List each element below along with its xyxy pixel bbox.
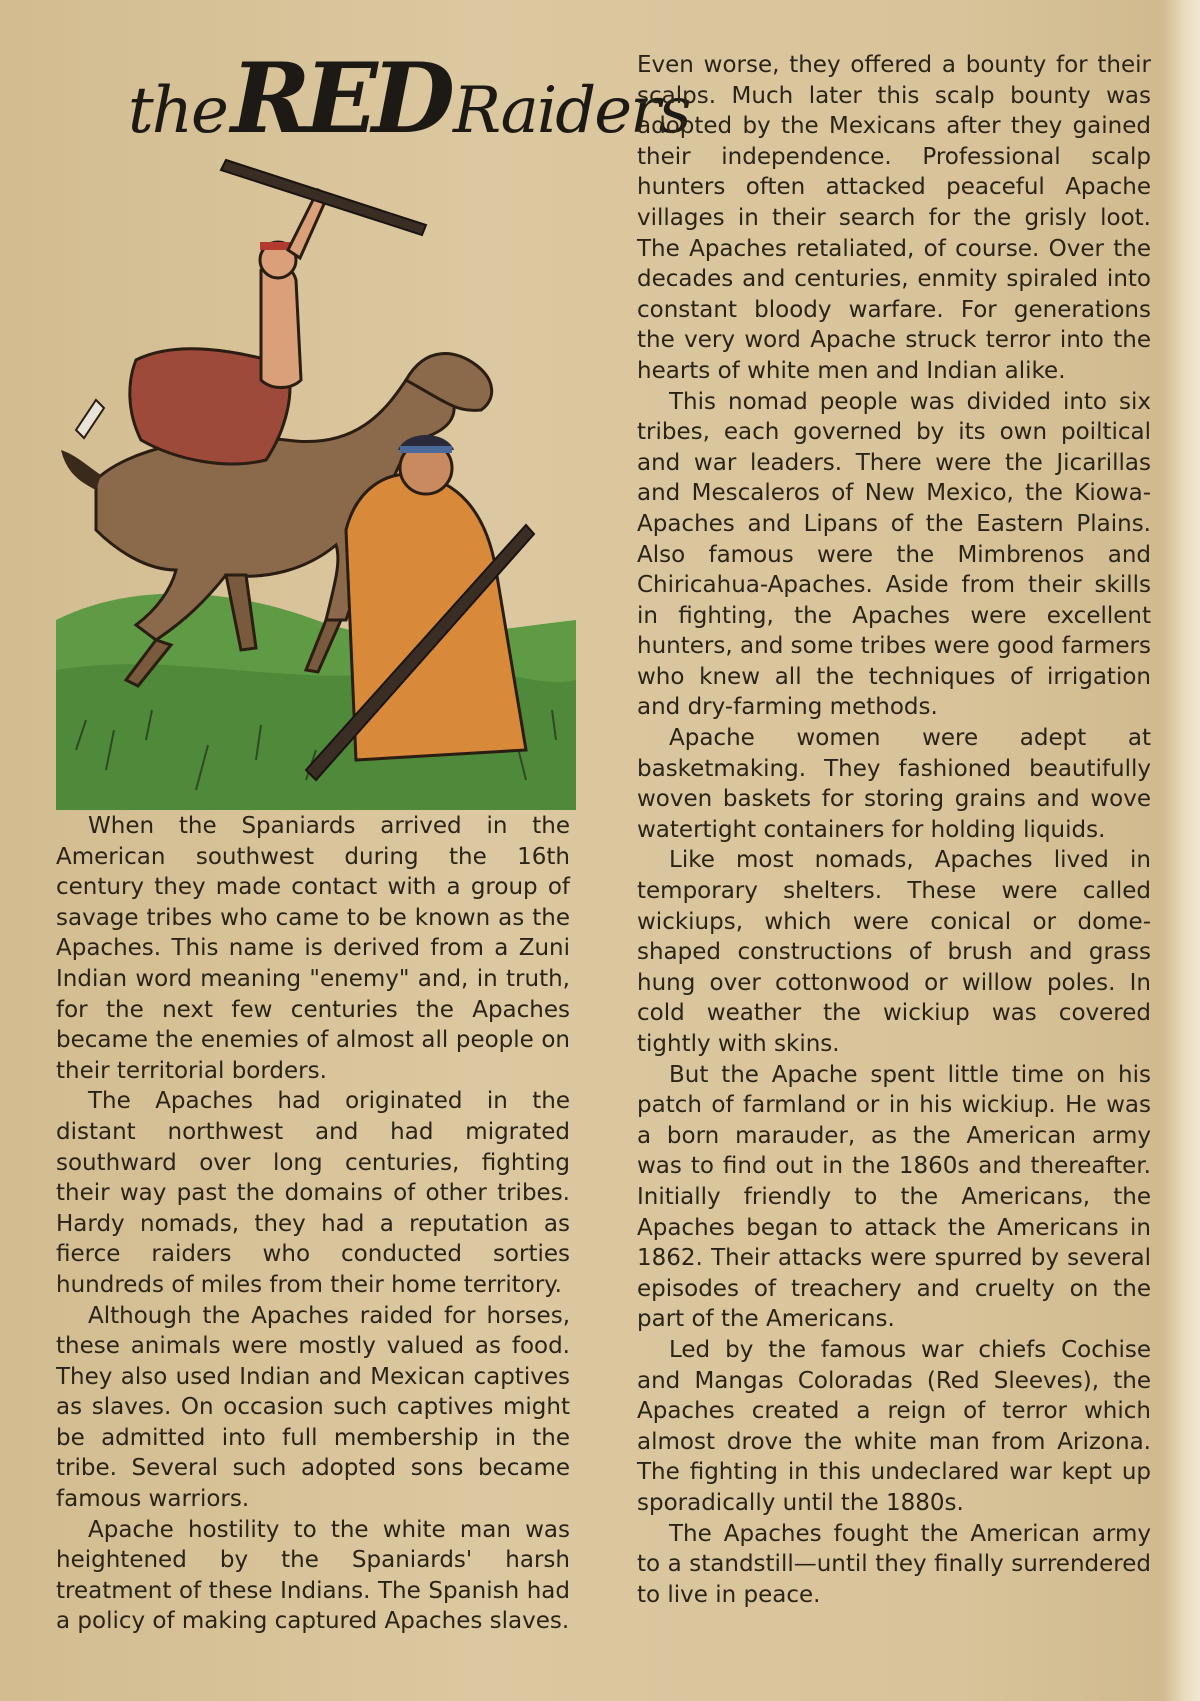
paragraph: Led by the famous war chiefs Cochise and Mangas Coloradas (Red Sleeves), the Apaches created a reign of terror which almost drove the white man from Arizona. The fighting in this undeclared war kept up sporadically until the 1880s.: [637, 1336, 1151, 1516]
paragraph: The Apaches had originated in the distant northwest and had migrated southward over long centuries, fighting their way past the domains of other tribes. Hardy nomads, they had a reputation as fierce raiders who conducted sorties hundreds of miles from their home territory.: [56, 1088, 570, 1298]
paragraph: The Apaches fought the American army to a standstill—until they finally surrendered to live in peace.: [637, 1520, 1151, 1608]
page-title: [128, 42, 690, 157]
left-column-text: [56, 811, 570, 1637]
paragraph: Apache hostility to the white man was heightened by the Spaniards' harsh treatment of these Indians. The Spanish had a policy of making captured Apaches slaves.: [56, 1516, 570, 1635]
paragraph: But the Apache spent little time on his patch of farmland or in his wickiup. He was a born marauder, as the American army was to find out in the 1860s and thereafter. Initially friendly to the Americans, the Apaches began to attack the Americans in 1862. Their attacks were spurred by several episodes of treachery and cruelty on the part of the Americans.: [637, 1061, 1151, 1333]
title-red: RED: [230, 42, 450, 155]
title-the: the: [128, 74, 227, 148]
paragraph: When the Spaniards arrived in the American southwest during the 16th century they made contact with a group of savage tribes who came to be known as the Apaches. This name is derived from a Zuni Indian word meaning "enemy" and, in truth, for the next few centuries the Apaches became the enemies of almost all people on their territorial borders.: [56, 813, 570, 1084]
paragraph: Even worse, they offered a bounty for their scalps. Much later this scalp bounty was adopted by the Mexicans after they gained their independence. Professional scalp hunters often attacked peaceful Apache villages in their search for the grisly loot. The Apaches retaliated, of course. Over the decades and centuries, enmity spiraled into constant bloody warfare. For generations the very word Apache struck terror into the hearts of white men and Indian alike.: [637, 52, 1151, 384]
page-spine-shadow: [1162, 0, 1200, 1701]
paragraph: Apache women were adept at basketmaking. They fashioned beautifully woven baskets for storing grains and wove watertight containers for holding liquids.: [637, 725, 1151, 843]
paragraph: This nomad people was divided into six tribes, each governed by its own poiltical and war leaders. There were the Jicarillas and Mescaleros of New Mexico, the Kiowa-Apaches and Lipans of the Eastern Plains. Also famous were the Mimbrenos and Chiricahua-Apaches. Aside from their skills in fighting, the Apaches were excellent hunters, and some tribes were good farmers who knew all the techniques of irrigation and dry-farming methods.: [637, 388, 1151, 721]
apache-raiders-illustration: [56, 150, 576, 810]
paragraph: Like most nomads, Apaches lived in temporary shelters. These were called wickiups, which were conical or dome-shaped constructions of brush and grass hung over cottonwood or willow poles. In cold weather the wickiup was covered tightly with skins.: [637, 847, 1151, 1057]
title-raiders: Raiders: [453, 74, 690, 148]
right-column-text: [637, 50, 1151, 1610]
paragraph: Although the Apaches raided for horses, these animals were mostly valued as food. They also used Indian and Mexican captives as slaves. On occasion such captives might be admitted into full membership in the tribe. Several such adopted sons became famous warriors.: [56, 1302, 570, 1513]
